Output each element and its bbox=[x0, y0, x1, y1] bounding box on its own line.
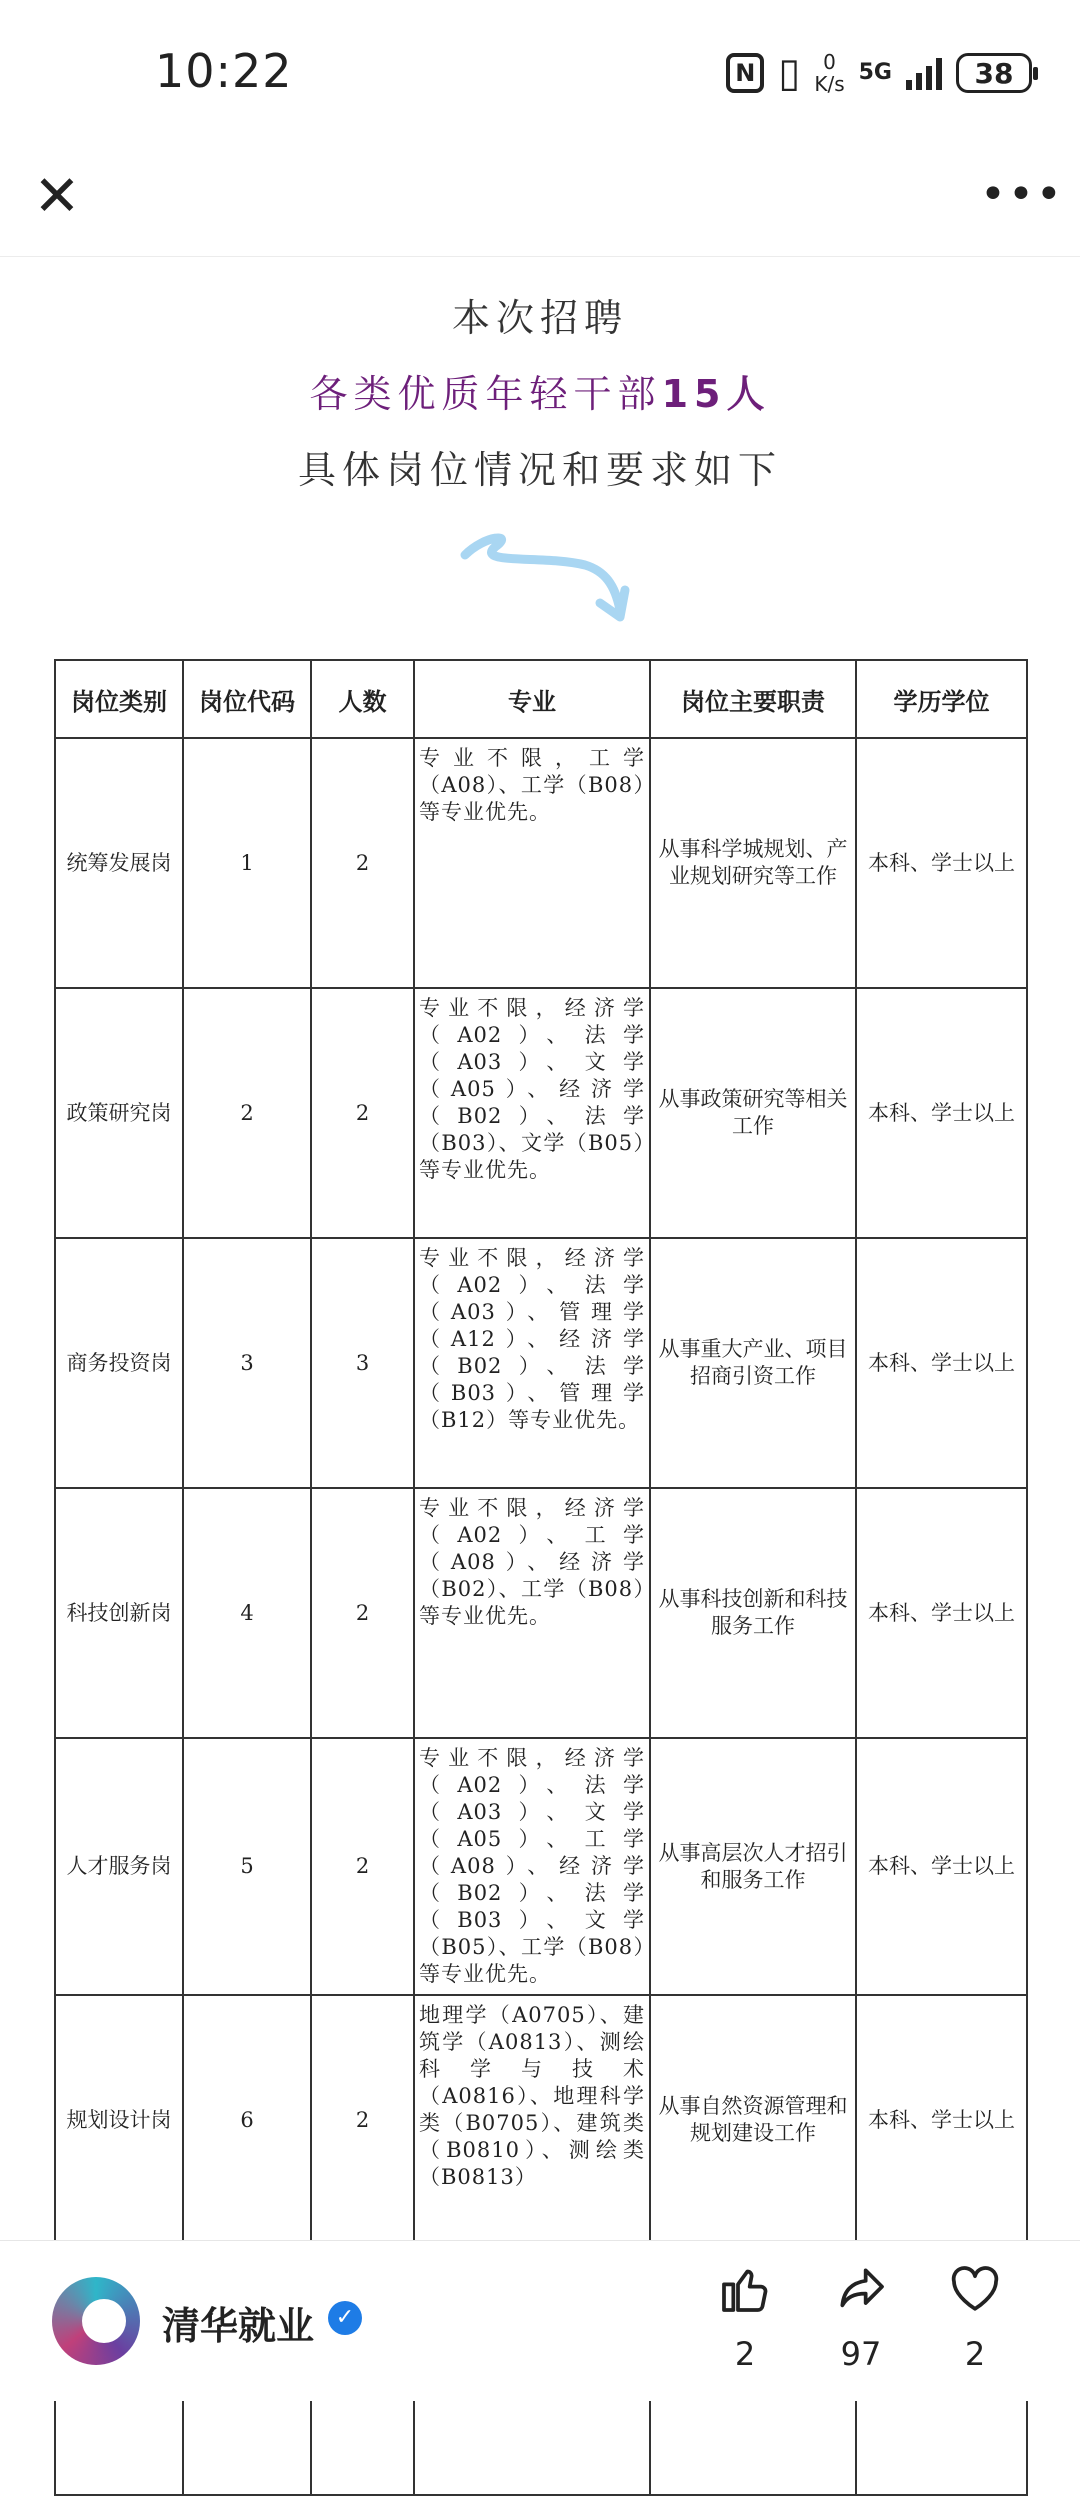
account-name[interactable]: 清华就业 bbox=[162, 2304, 315, 2348]
cell-major: 专业不限，工学（A08）、工学（B08）等专业优先。 bbox=[414, 738, 650, 988]
intro-line-1: 本次招聘 bbox=[451, 296, 628, 340]
intro-line-2 bbox=[0, 363, 1080, 418]
cell-degree: 本科、学士以上 bbox=[856, 988, 1027, 1238]
more-options-icon[interactable]: ••• bbox=[980, 169, 1064, 220]
header-duty: 岗位主要职责 bbox=[650, 660, 856, 738]
cell-count: 2 bbox=[311, 1738, 414, 1995]
cell-degree: 本科、学士以上 bbox=[856, 1995, 1027, 2245]
cell-count: 2 bbox=[311, 988, 414, 1238]
like-button[interactable] bbox=[700, 2261, 790, 2373]
header-count: 人数 bbox=[311, 660, 414, 738]
down-arrow-icon bbox=[455, 525, 635, 625]
favorite-count: 2 bbox=[964, 2335, 986, 2373]
status-icons bbox=[726, 48, 1032, 98]
table-row bbox=[55, 1238, 1027, 1488]
heart-icon bbox=[947, 2261, 1003, 2317]
header-degree: 学历学位 bbox=[856, 660, 1027, 738]
cell-major: 专业不限，经济学（A02）、法学（A03）、文学（A05）、工学（A08）、经济学（B02）、法学（B03）、文学（B05）、工学（B08）等专业优先。 bbox=[414, 1738, 650, 1995]
like-count: 2 bbox=[734, 2335, 756, 2373]
cell-code: 6 bbox=[183, 1995, 311, 2245]
header-code: 岗位代码 bbox=[183, 660, 311, 738]
verified-badge-icon: ✓ bbox=[328, 2301, 362, 2335]
cell-major: 专业不限，经济学（A02）、工学（A08）、经济学（B02）、工学（B08）等专业优先。 bbox=[414, 1488, 650, 1738]
nfc-icon: N bbox=[726, 53, 764, 93]
cell-code: 3 bbox=[183, 1238, 311, 1488]
table-row bbox=[55, 988, 1027, 1238]
cell-category: 商务投资岗 bbox=[55, 1238, 183, 1488]
cell-degree: 本科、学士以上 bbox=[856, 1738, 1027, 1995]
bottom-bar bbox=[0, 2240, 1080, 2401]
cell-count: 3 bbox=[311, 1238, 414, 1488]
cell-major: 地理学（A0705）、建筑学（A0813）、测绘科学与技术（A0816）、地理科学类（B0705）、建筑类（B0810）、测绘类（B0813） bbox=[414, 1995, 650, 2245]
cell-duty: 从事自然资源管理和规划建设工作 bbox=[650, 1995, 856, 2245]
cell-code: 4 bbox=[183, 1488, 311, 1738]
cell-major: 专业不限，经济学（A02）、法学（A03）、管理学（A12）、经济学（B02）、法学（B03）、管理学（B12）等专业优先。 bbox=[414, 1238, 650, 1488]
status-time: 10:22 bbox=[155, 44, 293, 98]
top-nav bbox=[0, 140, 1080, 257]
table-row bbox=[55, 1738, 1027, 1995]
cell-duty: 从事政策研究等相关工作 bbox=[650, 988, 856, 1238]
cell-duty: 从事高层次人才招引和服务工作 bbox=[650, 1738, 856, 1995]
table-row bbox=[55, 1995, 1027, 2245]
cell-code: 5 bbox=[183, 1738, 311, 1995]
cell-duty: 从事重大产业、项目招商引资工作 bbox=[650, 1238, 856, 1488]
network-type: 5G bbox=[858, 60, 892, 85]
cell-degree: 本科、学士以上 bbox=[856, 738, 1027, 988]
cell-major: 专业不限，经济学（A02）、法学（A03）、文学（A05）、经济学（B02）、法学（B03）、文学（B05）等专业优先。 bbox=[414, 988, 650, 1238]
table-row bbox=[55, 1488, 1027, 1738]
table-header-row bbox=[55, 660, 1027, 738]
favorite-button[interactable] bbox=[930, 2261, 1020, 2373]
network-speed bbox=[814, 51, 844, 95]
intro-count: 15人 bbox=[661, 372, 771, 416]
network-speed-unit: K/s bbox=[814, 72, 845, 96]
cell-category: 科技创新岗 bbox=[55, 1488, 183, 1738]
cell-duty: 从事科技创新和科技服务工作 bbox=[650, 1488, 856, 1738]
intro-line-3: 具体岗位情况和要求如下 bbox=[297, 448, 782, 492]
cell-degree: 本科、学士以上 bbox=[856, 1238, 1027, 1488]
intro-line-2-text: 各类优质年轻干部 bbox=[309, 372, 662, 416]
share-icon bbox=[833, 2261, 889, 2317]
share-button[interactable] bbox=[816, 2261, 906, 2373]
network-speed-value: 0 bbox=[823, 50, 836, 74]
thumbs-up-icon bbox=[717, 2261, 773, 2317]
cell-category: 统筹发展岗 bbox=[55, 738, 183, 988]
table-row bbox=[55, 738, 1027, 988]
account-avatar[interactable] bbox=[52, 2277, 140, 2365]
header-category: 岗位类别 bbox=[55, 660, 183, 738]
share-count: 97 bbox=[840, 2335, 882, 2373]
battery-level: 38 bbox=[974, 56, 1014, 90]
header-major: 专业 bbox=[414, 660, 650, 738]
cell-category: 政策研究岗 bbox=[55, 988, 183, 1238]
cell-code: 2 bbox=[183, 988, 311, 1238]
battery-icon bbox=[956, 53, 1032, 93]
cell-degree: 本科、学士以上 bbox=[856, 1488, 1027, 1738]
cell-count: 2 bbox=[311, 1995, 414, 2245]
article-content[interactable] bbox=[0, 257, 1080, 2240]
cell-count: 2 bbox=[311, 738, 414, 988]
cell-count: 2 bbox=[311, 1488, 414, 1738]
cell-category: 人才服务岗 bbox=[55, 1738, 183, 1995]
status-bar bbox=[0, 0, 1080, 140]
vibrate-icon: ▯ bbox=[778, 50, 801, 96]
cell-duty: 从事科学城规划、产业规划研究等工作 bbox=[650, 738, 856, 988]
cell-code: 1 bbox=[183, 738, 311, 988]
signal-icon bbox=[906, 56, 942, 90]
close-icon[interactable]: ✕ bbox=[33, 164, 81, 229]
job-table bbox=[54, 659, 1028, 2496]
cell-category: 规划设计岗 bbox=[55, 1995, 183, 2245]
